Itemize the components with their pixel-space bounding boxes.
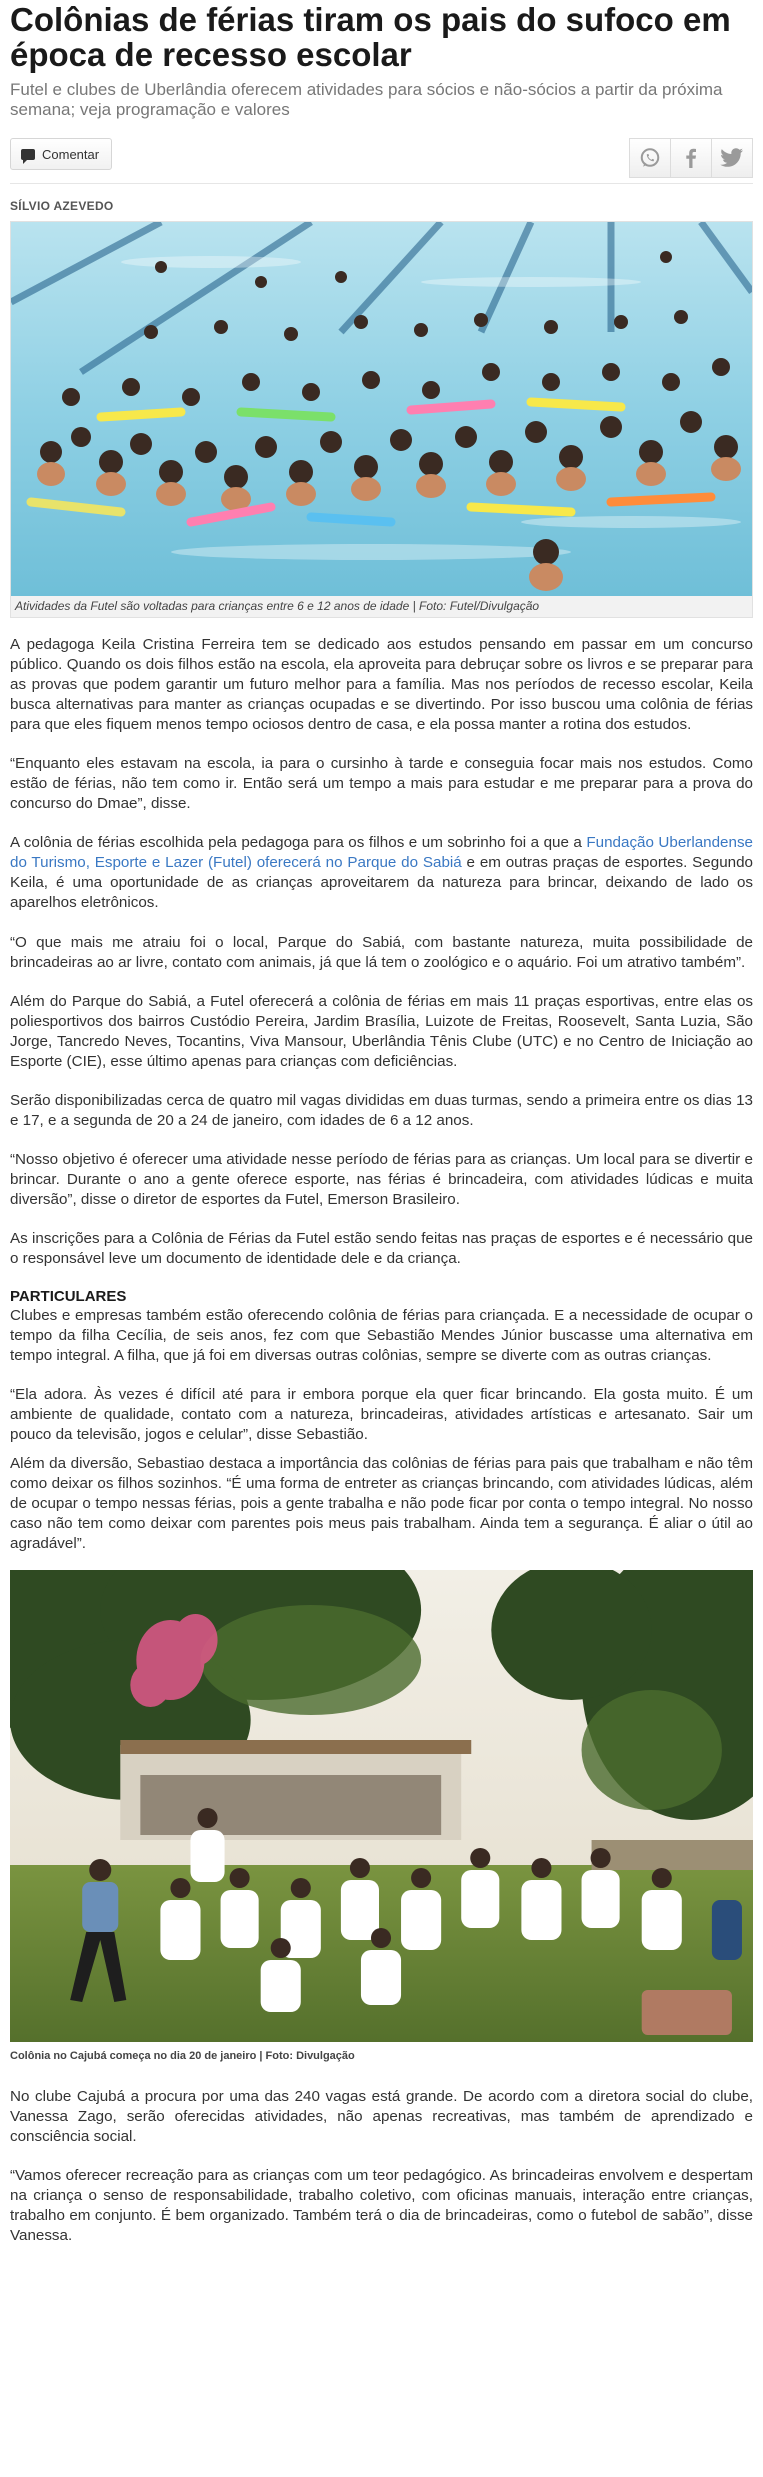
- article-author: SÍLVIO AZEVEDO: [10, 199, 114, 213]
- paragraph: “O que mais me atraiu foi o local, Parque do Sabiá, com bastante natureza, muita possibilidade de brincadeiras ao ar livre, contato com animais, já que lá tem o zoológico e o aquário. Foi um atrativo também”.: [10, 934, 753, 971]
- comment-button[interactable]: [10, 138, 112, 170]
- paragraph: “Nosso objetivo é oferecer uma atividade nesse período de férias para as crianças. Um local para se divertir e brincar. Durante o ano a gente oferece esporte, nas férias é brincadeira, com atividades lúdicas e muita diversão”, disse o diretor de esportes da Futel, Emerson Brasileiro.: [10, 1151, 753, 1208]
- facebook-share-button[interactable]: [670, 138, 712, 178]
- section-heading: PARTICULARES: [10, 1288, 127, 1305]
- whatsapp-share-button[interactable]: [629, 138, 671, 178]
- twitter-icon: [720, 148, 744, 168]
- paragraph: As inscrições para a Colônia de Férias da Futel estão sendo feitas nas praças de esportes e é necessário que o responsável leve um documento de identidade dele e da criança.: [10, 1230, 753, 1267]
- paragraph: “Enquanto eles estavam na escola, ia para o cursinho à tarde e conseguia focar mais nos estudos. Como estão de férias, não tem como ir. Então será um tempo a mais para estudar e me preparar para a prova do concurso do Dmae”, disse.: [10, 755, 753, 812]
- share-buttons: [630, 138, 753, 178]
- paragraph: Além do Parque do Sabiá, a Futel oferecerá a colônia de férias em mais 11 praças esportivas, entre elas os poliesportivos dos bairros Custódio Pereira, Jardim Brasília, Luizote de Freitas, Roosevelt, Santa Luzia, São Jorge, Tancredo Neves, Tocantins, Viva Mansour, Uberlândia Tênis Clube (UTC) e no Centro de Iniciação ao Esporte (CIE), esse último apenas para crianças com deficiências.: [10, 993, 753, 1070]
- futel-link[interactable]: Fundação Uberlandense do Turismo, Esporte e Lazer (Futel) oferecerá no Parque do Sabiá: [10, 834, 753, 871]
- cajuba-photo: [10, 1570, 753, 2042]
- figure-pool: [10, 221, 753, 618]
- paragraph: A pedagoga Keila Cristina Ferreira tem se dedicado aos estudos pensando em passar em um concurso público. Quando os dois filhos estão na escola, ela aproveita para debruçar sobre os livros e se preparar para as provas que podem garantir um futuro melhor para a família. Mas nos períodos de recesso escolar, Keila busca alternativas para manter as crianças ocupadas e se divertindo. Por isso buscou uma colônia de férias para que eles fiquem menos tempo ociosos dentro de casa, e ela possa manter a rotina dos estudos.: [10, 636, 753, 733]
- article-title: Colônias de férias tiram os pais do sufoco em época de recesso escolar: [10, 1, 731, 73]
- photo-caption: Colônia no Cajubá começa no dia 20 de janeiro | Foto: Divulgação: [10, 2050, 355, 2062]
- photo-caption: Atividades da Futel são voltadas para crianças entre 6 e 12 anos de idade | Foto: Futel/Divulgação: [15, 599, 540, 613]
- paragraph: “Vamos oferecer recreação para as crianças com um teor pedagógico. As brincadeiras envolvem e despertam na criança o senso de responsabilidade, trabalho coletivo, com oficinas manuais, interação entre crianças, trabalho em conjunto. É bem organizado. Também terá o dia de brincadeiras, como o futebol de sabão”, disse Vanessa.: [10, 2167, 753, 2244]
- whatsapp-icon: [639, 147, 661, 169]
- figure-cajuba: [10, 1570, 753, 2063]
- paragraph: No clube Cajubá a procura por uma das 240 vagas está grande. De acordo com a diretora social do clube, Vanessa Zago, serão oferecidas atividades, não apenas recreativas, mas também de aprendizado e consciência social.: [10, 2088, 753, 2145]
- paragraph: Além da diversão, Sebastiao destaca a importância das colônias de férias para pais que trabalham e não têm como deixar os filhos sozinhos. “É uma forma de entreter as crianças brincando, com atividades lúdicas, além de ocupar o tempo nessas férias, pois a gente trabalha e não pode ficar por conta o tempo integral. No nosso caso não tem como deixar com parentes pois meus pais trabalham. Ainda tem a segurança. É aliar o útil ao agradável”.: [10, 1455, 753, 1552]
- article-body: [10, 635, 753, 1554]
- comment-button-label: Comentar: [42, 146, 100, 162]
- twitter-share-button[interactable]: [711, 138, 753, 178]
- pool-photo: [11, 222, 752, 596]
- facebook-icon: [681, 147, 701, 169]
- article-subtitle: Futel e clubes de Uberlândia oferecem atividades para sócios e não-sócios a partir da próxima semana; veja programação e valores: [10, 80, 723, 119]
- paragraph: Clubes e empresas também estão oferecendo colônia de férias para criançada. E a necessidade de ocupar o tempo da filha Cecília, de seis anos, fez com que Sebastião Mendes Júnior buscasse uma alternativa em tempo integral. A filha, que já foi em diversas outras colônias, sempre se diverte com as outras crianças.: [10, 1307, 753, 1364]
- paragraph-text: e em outras praças de esportes. Segundo Keila, é uma oportunidade de as crianças aproveitarem da natureza para brincar, deixando de lado os aparelhos eletrônicos.: [10, 854, 753, 911]
- paragraph-text: A colônia de férias escolhida pela pedagoga para os filhos e um sobrinho foi a que a: [10, 834, 587, 851]
- paragraph: “Ela adora. Às vezes é difícil até para ir embora porque ela quer ficar brincando. Ela gosta muito. É um ambiente de qualidade, contato com a natureza, brincadeiras, atividades artísticas e artesanato. Sair um pouco da televisão, jogos e celular”, disse Sebastião.: [10, 1386, 753, 1443]
- paragraph: Serão disponibilizadas cerca de quatro mil vagas divididas em duas turmas, sendo a primeira entre os dias 13 e 17, e a segunda de 20 a 24 de janeiro, com idades de 6 a 12 anos.: [10, 1092, 753, 1129]
- comment-icon: [21, 149, 35, 160]
- article-toolbar: [10, 138, 753, 184]
- paragraph: [10, 833, 753, 913]
- article-body-continued: [10, 2087, 753, 2246]
